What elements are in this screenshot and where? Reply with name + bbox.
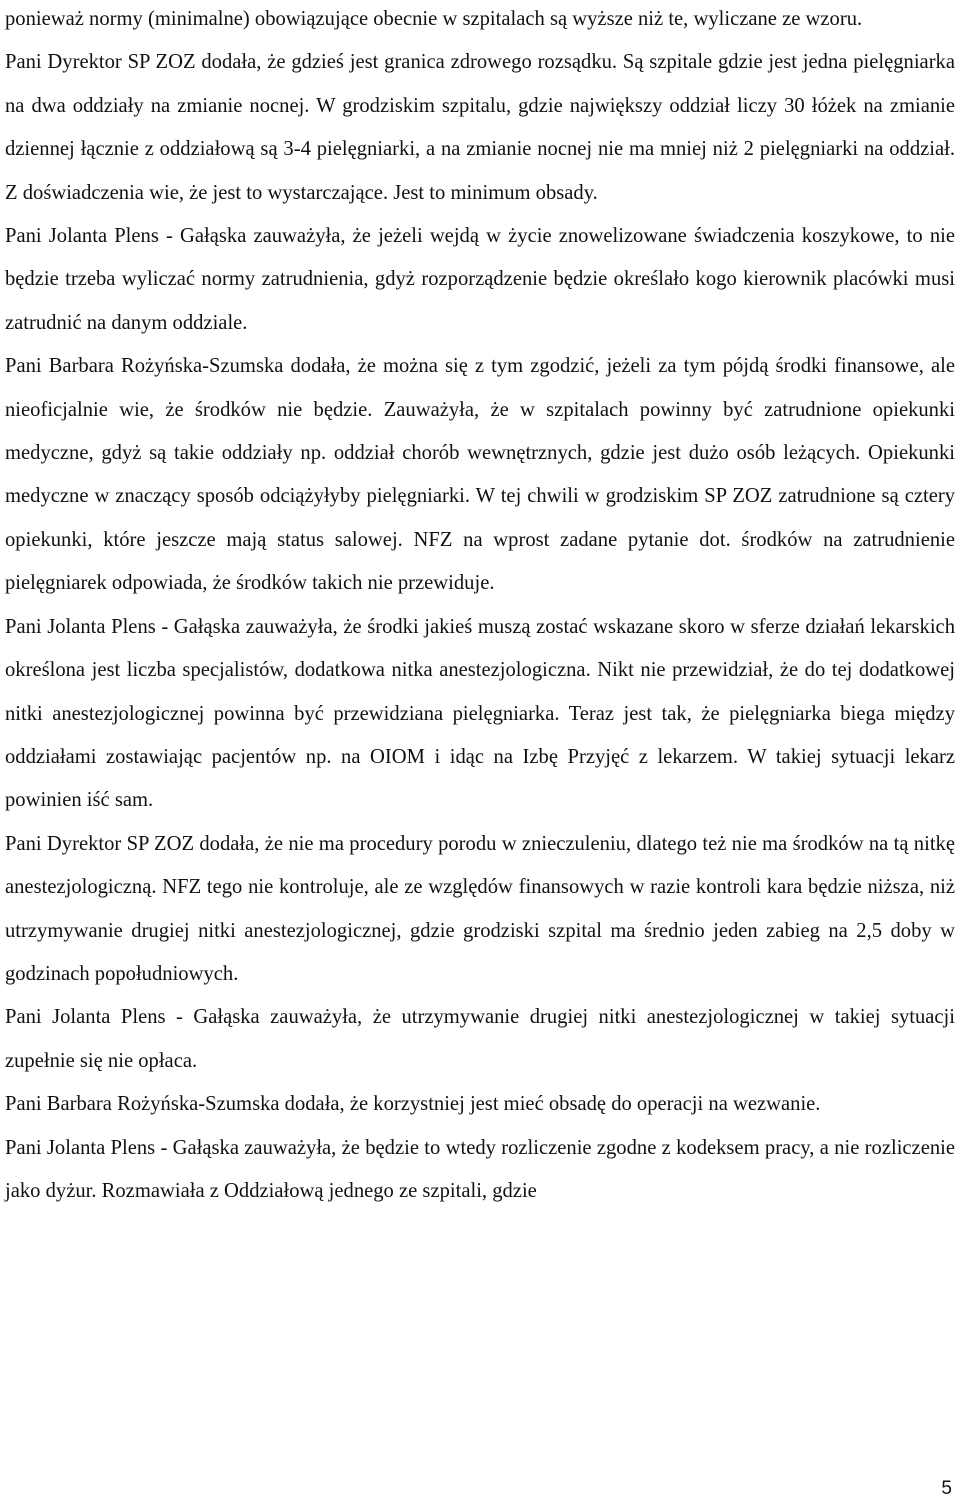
paragraph-4: Pani Barbara Rożyńska-Szumska dodała, że można się z tym zgodzić, jeżeli za tym pójdą środki finansowe, ale nieoficjalnie wie, że środków nie będzie. Zauważyła, że w szpitalach powinny być zatrudnione opiekunki medyczne, gdyż są takie oddziały np. oddział chorób wewnętrznych, gdzie jest dużo osób leżących. Opiekunki medyczne w znaczący sposób odciążyłyby pielęgniarki. W tej chwili w grodziskim SP ZOZ zatrudnione są cztery opiekunki, które jeszcze mają status salowej. NFZ na wprost zadane pytanie dot. środków na zatrudnienie pielęgniarek odpowiada, że środków takich nie przewiduje. bbox=[5, 355, 955, 595]
paragraph-8: Pani Barbara Rożyńska-Szumska dodała, że korzystniej jest mieć obsadę do operacji na wezwanie. bbox=[5, 1093, 821, 1116]
paragraph-1: ponieważ normy (minimalne) obowiązujące obecnie w szpitalach są wyższe niż te, wyliczane ze wzoru. bbox=[5, 8, 863, 30]
paragraph-6: Pani Dyrektor SP ZOZ dodała, że nie ma procedury porodu w znieczuleniu, dlatego też nie ma środków na tą nitkę anestezjologiczną. NFZ tego nie kontroluje, ale ze względów finansowych w razie kontroli kara będzie niższa, niż utrzymywanie drugiej nitki anestezjologicznej, gdzie grodziski szpital ma średnio jeden zabieg na 2,5 doby w godzinach popołudniowych. bbox=[5, 832, 955, 985]
page-number: 5 bbox=[941, 1478, 952, 1499]
paragraph-7: Pani Jolanta Plens - Gałąska zauważyła, że utrzymywanie drugiej nitki anestezjologicznej w takiej sytuacji zupełnie się nie opłaca. bbox=[5, 1006, 955, 1072]
paragraph-5: Pani Jolanta Plens - Gałąska zauważyła, że środki jakieś muszą zostać wskazane skoro w sferze działań lekarskich określona jest liczba specjalistów, dodatkowa nitka anestezjologiczna. Nikt nie przewidział, że do tej dodatkowej nitki anestezjologicznej powinna być przewidziana pielęgniarka. Teraz jest tak, że pielęgniarka biega między oddziałami zostawiając pacjentów np. na OIOM i idąc na Izbę Przyjęć z lekarzem. W takiej sytuacji lekarz powinien iść sam. bbox=[5, 615, 955, 812]
document-page bbox=[5, 0, 955, 1213]
paragraph-3: Pani Jolanta Plens - Gałąska zauważyła, że jeżeli wejdą w życie znowelizowane świadczenia koszykowe, to nie będzie trzeba wyliczać normy zatrudnienia, gdyż rozporządzenie będzie określało kogo kierownik placówki musi zatrudnić na danym oddziale. bbox=[5, 225, 955, 334]
paragraph-2: Pani Dyrektor SP ZOZ dodała, że gdzieś jest granica zdrowego rozsądku. Są szpitale gdzie jest jedna pielęgniarka na dwa oddziały na zmianie nocnej. W grodziskim szpitalu, gdzie największy oddział liczy 30 łóżek na zmianie dziennej łącznie z oddziałową są 3-4 pielęgniarki, a na zmianie nocnej nie ma mniej niż 2 pielęgniarki na oddział. Z doświadczenia wie, że jest to wystarczające. Jest to minimum obsady. bbox=[5, 51, 955, 204]
paragraph-9: Pani Jolanta Plens - Gałąska zauważyła, że będzie to wtedy rozliczenie zgodne z kodeksem pracy, a nie rozliczenie jako dyżur. Rozmawiała z Oddziałową jednego ze szpitali, gdzie bbox=[5, 1136, 955, 1202]
